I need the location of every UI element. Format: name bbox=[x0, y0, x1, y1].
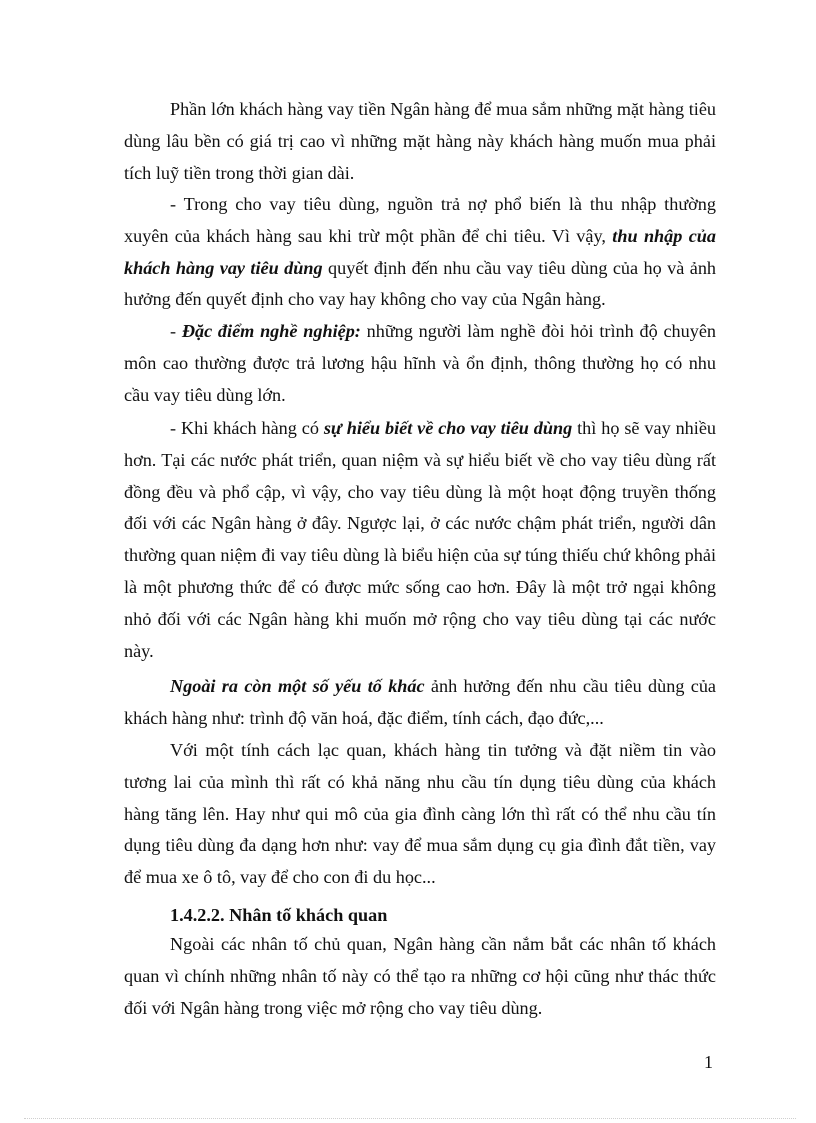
paragraph-2-emphasis: thu nhập của khách hàng vay tiêu dùng bbox=[124, 225, 716, 278]
paragraph-2 bbox=[124, 189, 716, 316]
paragraph-6 bbox=[124, 735, 716, 894]
paragraph-5 bbox=[124, 671, 716, 735]
paragraph-3 bbox=[124, 316, 716, 411]
paragraph-3-before: - bbox=[170, 321, 182, 341]
paragraph-4-emphasis: sự hiểu biết về cho vay tiêu dùng bbox=[323, 418, 573, 438]
page-number: 1 bbox=[704, 1052, 713, 1072]
paragraph-4-before: - Khi khách hàng có bbox=[170, 418, 324, 438]
paragraph-3-after: những người làm nghề đòi hỏi trình độ chuyên môn cao thường được trả lương hậu hĩnh và ổn định, thông thường họ có nhu cầu vay tiêu dùng lớn. bbox=[124, 321, 716, 405]
paragraph-1 bbox=[124, 94, 716, 189]
paragraph-6-text: Với một tính cách lạc quan, khách hàng tin tưởng và đặt niềm tin vào tương lai của mình thì rất có khả năng nhu cầu tín dụng tiêu dùng của khách hàng tăng lên. Hay như qui mô của gia đình càng lớn thì rất có thể nhu cầu tín dụng tiêu dùng đa dạng hơn như: vay để mua sắm dụng cụ gia đình đắt tiền, vay để mua xe ô tô, vay để cho con đi du học... bbox=[124, 740, 716, 888]
closing-paragraph bbox=[124, 929, 716, 1024]
paragraph-5-emphasis: Ngoài ra còn một số yếu tố khác bbox=[170, 676, 425, 696]
paragraph-1-text: Phần lớn khách hàng vay tiền Ngân hàng để mua sắm những mặt hàng tiêu dùng lâu bền có giá trị cao vì những mặt hàng này khách hàng muốn mua phải tích luỹ tiền trong thời gian dài. bbox=[124, 99, 716, 183]
page-bottom-divider bbox=[24, 1118, 796, 1119]
paragraph-5-after: ảnh hưởng đến nhu cầu tiêu dùng của khách hàng như: trình độ văn hoá, đặc điểm, tính cách, đạo đức,... bbox=[124, 676, 717, 728]
paragraph-2-after: quyết định đến nhu cầu vay tiêu dùng của họ và ảnh hưởng đến quyết định cho vay hay không cho vay của Ngân hàng. bbox=[124, 257, 717, 310]
paragraph-4-after: thì họ sẽ vay nhiều hơn. Tại các nước phát triển, quan niệm và sự hiểu biết về cho vay tiêu dùng rất đồng đều và phổ cập, vì vậy, cho vay tiêu dùng là một hoạt động truyền thống đối với các Ngân hàng ở đây. Ngược lại, ở các nước chậm phát triển, người dân thường quan niệm đi vay tiêu dùng là biểu hiện của sự túng thiếu chứ không phải là một phương thức để có được mức sống cao hơn. Đây là một trở ngại không nhỏ đối với các Ngân hàng khi muốn mở rộng cho vay tiêu dùng tại các nước này. bbox=[124, 418, 716, 661]
paragraph-3-emphasis: Đặc điểm nghề nghiệp: bbox=[181, 321, 361, 341]
paragraph-4 bbox=[124, 413, 716, 667]
section-heading: 1.4.2.2. Nhân tố khách quan bbox=[170, 905, 388, 925]
paragraph-2-before: - Trong cho vay tiêu dùng, nguồn trả nợ phổ biến là thu nhập thường xuyên của khách hàng sau khi trừ một phần để chi tiêu. Vì vậy, bbox=[124, 194, 716, 246]
closing-paragraph-text: Ngoài các nhân tố chủ quan, Ngân hàng cần nắm bắt các nhân tố khách quan vì chính những nhân tố này có thể tạo ra những cơ hội cũng như thác thức đối với Ngân hàng trong việc mở rộng cho vay tiêu dùng. bbox=[124, 934, 716, 1018]
